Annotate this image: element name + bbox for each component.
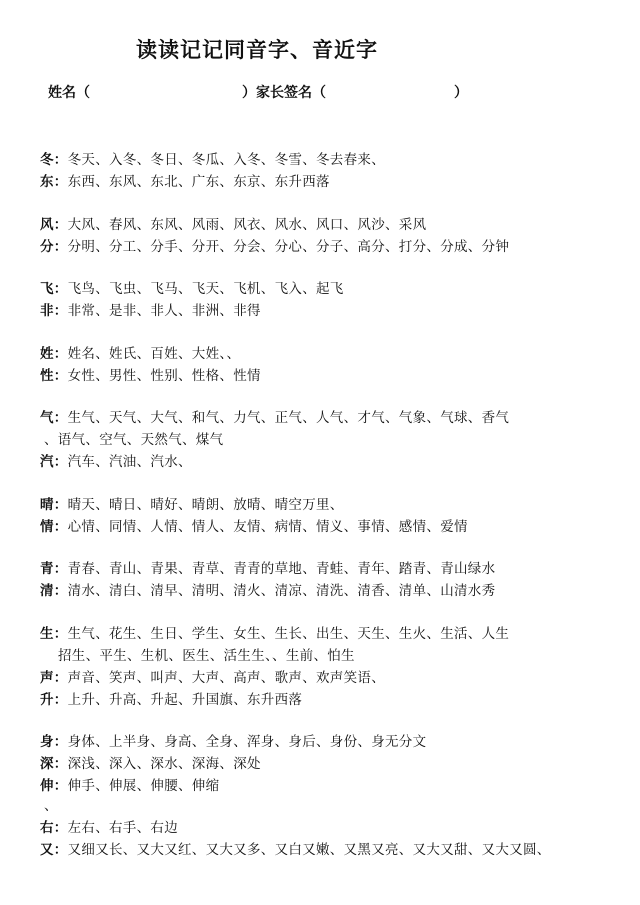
word-list: 、 [44,798,58,814]
head-char: 深： [40,756,68,772]
word-line-qing-feeling [40,515,468,535]
head-char: 生： [40,626,68,642]
head-char: 性： [40,368,68,384]
word-list: 上升、升高、升起、升国旗、东升西落 [67,692,303,708]
head-char: 升： [40,692,68,708]
page-title: 读读记记同音字、音近字 [136,37,378,62]
word-list: 汽车、汽油、汽水、 [67,454,192,470]
head-char: 身： [40,734,68,750]
name-close: ） [242,85,256,101]
head-char: 又： [40,842,68,858]
word-list: 又细又长、又大又红、又大又多、又白又嫩、又黑又亮、又大又甜、又大又圆、 [67,842,551,858]
word-list: 生气、天气、大气、和气、力气、正气、人气、才气、气象、气球、香气 [67,410,510,426]
head-char: 东： [40,174,68,190]
word-list: 姓名、姓氏、百姓、大姓、、 [67,346,241,362]
word-line-dong-east [40,170,330,190]
parent-close: ） [454,85,468,101]
word-list: 深浅、深入、深水、深海、深处 [67,756,261,772]
word-line-stray-mark [44,794,58,814]
word-list: 青春、青山、青果、青草、青青的草地、青蛙、青年、踏青、青山绿水 [67,561,496,577]
head-char: 伸： [40,778,68,794]
word-list: 身体、上半身、身高、全身、浑身、身后、身份、身无分文 [67,734,427,750]
head-char: 清： [40,583,68,599]
word-list: 清水、清白、清早、清明、清火、清凉、清洗、清香、清单、山清水秀 [67,583,496,599]
word-list: 伸手、伸展、伸腰、伸缩 [67,778,220,794]
word-line-feng [40,213,426,233]
word-line-shen-stretch [40,774,219,794]
word-line-you-right [40,816,178,836]
head-char: 姓： [40,346,68,362]
head-char: 青： [40,561,68,577]
word-list: 东西、东风、东北、广东、东京、东升西落 [67,174,330,190]
word-list: 非常、是非、非人、非洲、非得 [67,303,261,319]
word-line-fei-fly [40,277,344,297]
word-line-qi-steam [40,450,192,470]
word-list: 、语气、空气、天然气、煤气 [44,432,224,448]
word-list: 心情、同情、人情、情人、友情、病情、情义、事情、感情、爱情 [67,519,468,535]
head-char: 风： [40,217,68,233]
word-line-you-again [40,838,551,858]
head-char: 气： [40,410,68,426]
word-line-dong-winter [40,148,385,168]
head-char: 汽： [40,454,68,470]
head-char: 晴： [40,497,68,513]
word-line-sheng-life [40,622,509,642]
word-list: 飞鸟、飞虫、飞马、飞天、飞机、飞入、起飞 [67,281,344,297]
word-line-sheng-rise [40,688,302,708]
word-list: 分明、分工、分手、分开、分会、分心、分子、高分、打分、分成、分钟 [67,239,510,255]
head-char: 冬： [40,152,68,168]
head-char: 右： [40,820,68,836]
word-list: 冬天、入冬、冬日、冬瓜、入冬、冬雪、冬去春来、 [67,152,386,168]
word-list: 左右、右手、右边 [67,820,179,836]
word-line-qing-sunny [40,493,344,513]
word-line-shen-body [40,730,426,750]
word-list: 生气、花生、生日、学生、女生、生长、出生、天生、生火、生活、人生 [67,626,510,642]
word-list: 大风、春风、东风、风雨、风衣、风水、风口、风沙、采风 [67,217,427,233]
word-line-qing-clear [40,579,495,599]
head-char: 声： [40,670,68,686]
head-char: 飞： [40,281,68,297]
signature-row [48,82,468,102]
word-line-xing-surname [40,342,240,362]
word-line-qing-green [40,557,495,577]
word-line-sheng-life-cont [58,644,355,664]
head-char: 非： [40,303,68,319]
word-list: 晴天、晴日、晴好、晴朗、放晴、晴空万里、 [67,497,344,513]
head-char: 分： [40,239,68,255]
word-list: 招生、平生、生机、医生、活生生、、生前、怕生 [58,648,355,664]
word-line-shen-deep [40,752,261,772]
parent-signature-label: 家长签名（ [256,85,326,101]
word-list: 女性、男性、性别、性格、性情 [67,368,261,384]
word-line-qi-air-cont [44,428,223,448]
word-list: 声音、笑声、叫声、大声、高声、歌声、欢声笑语、 [67,670,386,686]
word-line-fei-not [40,299,261,319]
word-line-sheng-sound [40,666,385,686]
word-line-qi-air [40,406,509,426]
head-char: 情： [40,519,68,535]
word-line-xing-nature [40,364,261,384]
name-label: 姓名（ [48,85,90,101]
word-line-fen [40,235,509,255]
